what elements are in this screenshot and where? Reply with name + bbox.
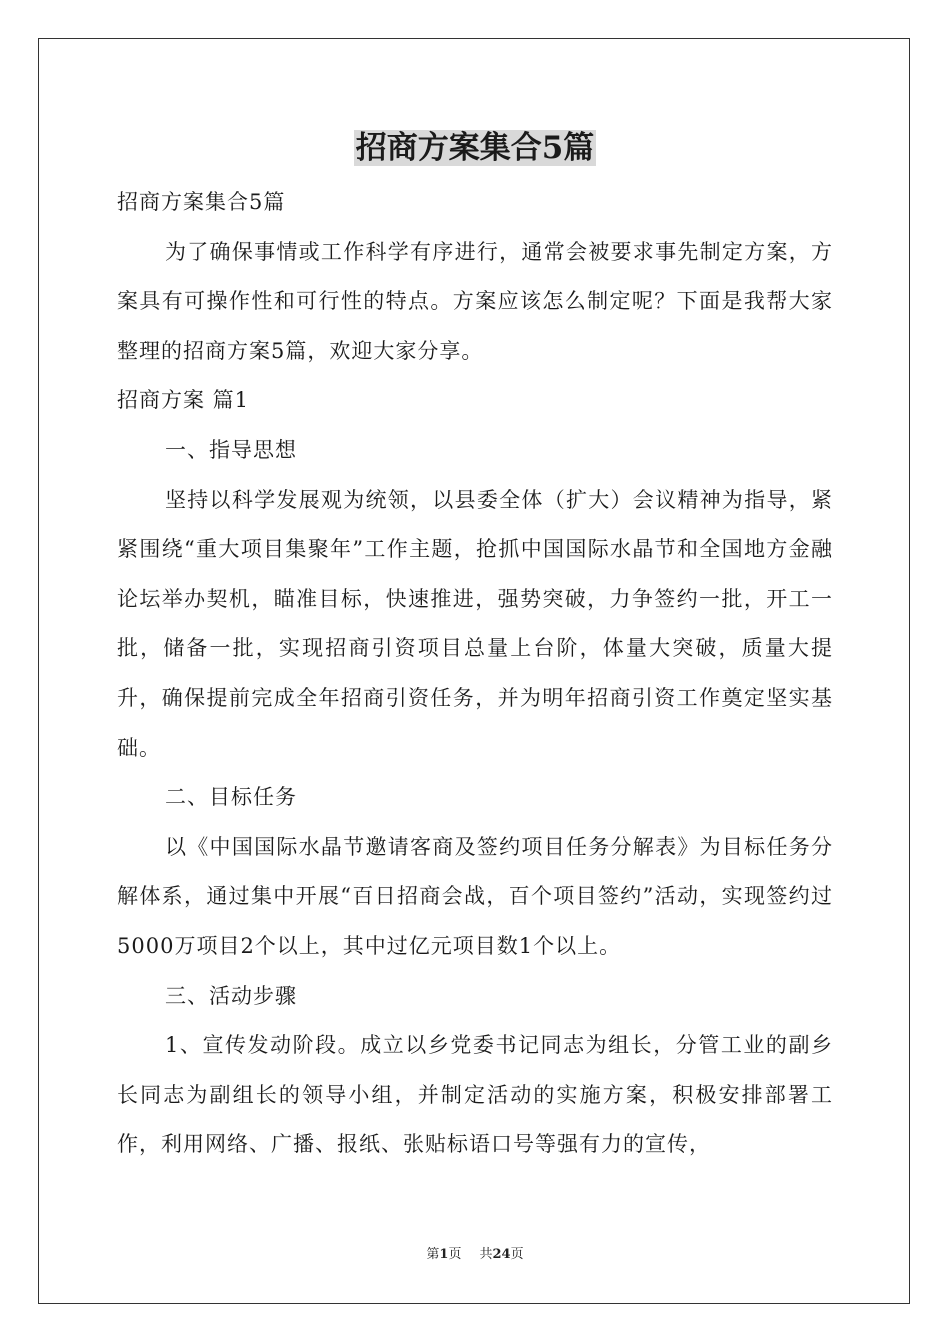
page-footer — [0, 1246, 950, 1264]
footer-page-prefix: 第 — [426, 1247, 440, 1262]
footer-total-prefix: 共 — [479, 1247, 493, 1262]
paragraph: 一、指导思想 — [165, 437, 297, 462]
paragraph: 1、宣传发动阶段。成立以乡党委书记同志为组长，分管工业的副乡长同志为副组长的领导小组，并制定活动的实施方案，积极安排部署工作，利用网络、广播、报纸、张贴标语口号等强有力的宣传， — [117, 1033, 833, 1157]
document-title-text: 招商方案集合5篇 — [355, 130, 595, 166]
paragraph: 以《中国国际水晶节邀请客商及签约项目任务分解表》为目标任务分解体系，通过集中开展“百日招商会战，百个项目签约”活动，实现签约过5000万项目2个以上，其中过亿元项目数1个以上。 — [117, 834, 833, 958]
paragraph: 招商方案 篇1 — [117, 388, 250, 413]
paragraph: 二、目标任务 — [165, 785, 297, 810]
footer-total-suffix: 页 — [510, 1247, 524, 1262]
document-title — [0, 126, 950, 170]
footer-total-pages: 24 — [492, 1247, 511, 1262]
document-body — [117, 178, 833, 1170]
paragraph: 招商方案集合5篇 — [117, 190, 286, 214]
paragraph: 三、活动步骤 — [165, 983, 297, 1008]
paragraph: 为了确保事情或工作科学有序进行，通常会被要求事先制定方案，方案具有可操作性和可行性的特点。方案应该怎么制定呢？下面是我帮大家整理的招商方案5篇，欢迎大家分享。 — [117, 239, 833, 363]
footer-current-page: 1 — [439, 1247, 449, 1262]
footer-page-suffix: 页 — [448, 1247, 462, 1262]
paragraph: 坚持以科学发展观为统领，以县委全体（扩大）会议精神为指导，紧紧围绕“重大项目集聚年”工作主题，抢抓中国国际水晶节和全国地方金融论坛举办契机，瞄准目标，快速推进，强势突破，力争签约一批，开工一批，储备一批，实现招商引资项目总量上台阶，体量大突破，质量大提升，确保提前完成全年招商引资任务，并为明年招商引资工作奠定坚实基础。 — [117, 487, 833, 760]
